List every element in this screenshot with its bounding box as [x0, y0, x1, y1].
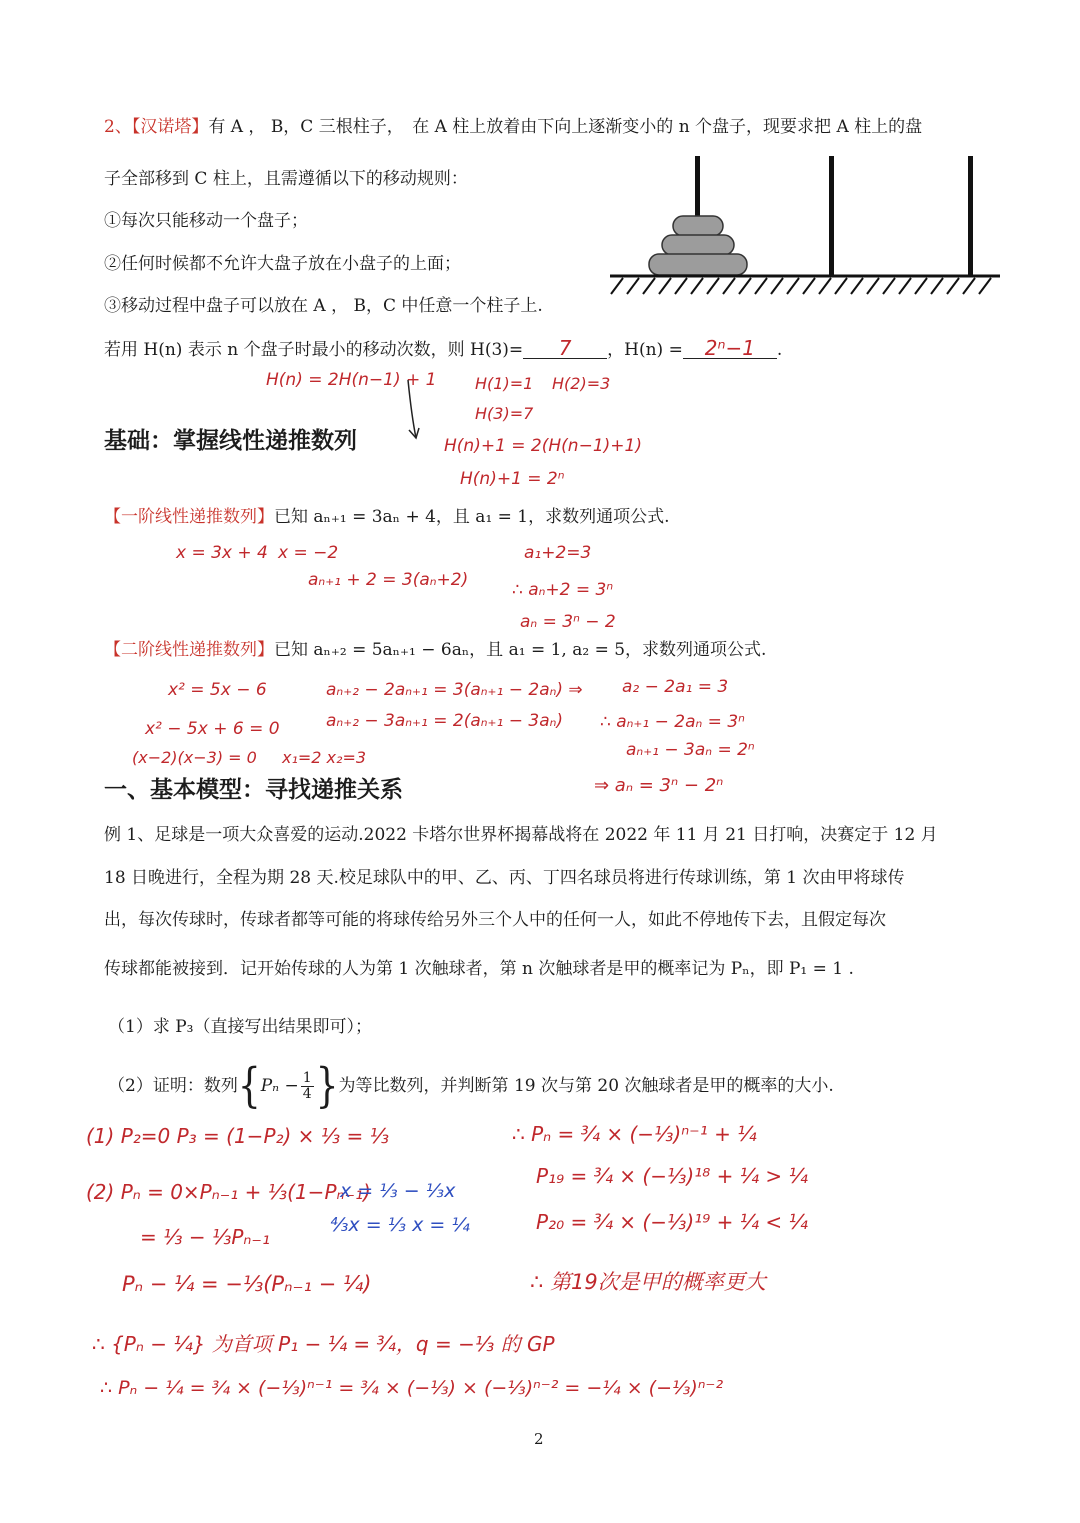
- first-order-statement: 已知 aₙ₊₁ = 3aₙ + 4，且 a₁ = 1，求数列通项公式.: [274, 507, 670, 527]
- solution-s4: Pₙ − ¼ = −⅓(Pₙ₋₁ − ¼): [122, 1272, 372, 1296]
- page-number: 2: [534, 1430, 544, 1448]
- rule-3: ③移动过程中盘子可以放在 A ， B，C 中任意一个柱子上.: [104, 296, 543, 316]
- hanoi-h2: H(2)=3: [552, 374, 611, 393]
- second-trans1: aₙ₊₂ − 2aₙ₊₁ = 3(aₙ₊₁ − 2aₙ) ⇒: [326, 680, 583, 700]
- section-basic-title: 基础：掌握线性递推数列: [104, 428, 357, 454]
- answer-h3: 7: [523, 338, 607, 359]
- first-result: aₙ = 3ⁿ − 2: [520, 612, 616, 632]
- rule-2: ②任何时候都不允许大盘子放在小盘子的上面；: [104, 254, 461, 274]
- solution-r2: P₁₉ = ¾ × (−⅓)¹⁸ + ¼ > ¼: [536, 1164, 808, 1188]
- second-roots: x₁=2 x₂=3: [282, 748, 367, 767]
- q2-post: 为等比数列，并判断第 19 次与第 20 次触球者是甲的概率的大小.: [338, 1076, 834, 1096]
- question-end: .: [776, 340, 783, 360]
- problem2-question: [104, 338, 782, 361]
- second-init: a₂ − 2a₁ = 3: [622, 677, 729, 697]
- first-order-tag: 【一阶线性递推数列】: [104, 507, 274, 527]
- q2-p: Pₙ −: [260, 1076, 299, 1096]
- q2-pre: （2）证明：数列: [108, 1076, 238, 1096]
- first-char-eq: x = 3x + 4: [176, 543, 268, 563]
- ground-hatching: [611, 278, 991, 294]
- solution-s1: (1) P₂=0 P₃ = (1−P₂) × ⅓ = ⅓: [86, 1124, 390, 1148]
- problem2-line1-text: 有 A ， B，C 三根柱子， 在 A 柱上放着由下向上逐渐变小的 n 个盘子，现要求把 A 柱上的盘: [208, 117, 923, 137]
- problem2-number: 2、: [104, 117, 132, 137]
- disk-medium: [662, 235, 734, 255]
- question-mid: ，H(n) =: [607, 340, 683, 360]
- section-model-title: 一、基本模型：寻找递推关系: [104, 777, 403, 803]
- second-order-statement: 已知 aₙ₊₂ = 5aₙ₊₁ − 6aₙ，且 a₁ = 1, a₂ = 5，求数列通项公式.: [274, 640, 767, 660]
- solution-s2: (2) Pₙ = 0×Pₙ₋₁ + ⅓(1−Pₙ₋₁): [86, 1180, 371, 1204]
- example1-q1: （1）求 P₃（直接写出结果即可）；: [108, 1017, 372, 1037]
- q2-fraction: [301, 1071, 314, 1102]
- example1-line3: 出，每次传球时，传球者都等可能的将球传给另外三个人中的任何一人，如此不停地传下去，且假定每次: [104, 910, 886, 930]
- second-trans2: aₙ₊₂ − 3aₙ₊₁ = 2(aₙ₊₁ − 3aₙ): [326, 711, 564, 731]
- problem2-line2: 子全部移到 C 柱上，且需遵循以下的移动规则：: [104, 169, 468, 189]
- example1-q2: [108, 1059, 834, 1113]
- solution-r4: ∴ 第19次是甲的概率更大: [530, 1270, 766, 1294]
- example1-line4: 传球都能被接到．记开始传球的人为第 1 次触球者，第 n 次触球者是甲的概率记为 Pₙ，即 P₁ = 1 .: [104, 959, 854, 979]
- answer-hn: 2ⁿ−1: [683, 338, 777, 359]
- solution-r3: P₂₀ = ¾ × (−⅓)¹⁹ + ¼ < ¼: [536, 1210, 808, 1234]
- solution-r1: ∴ Pₙ = ¾ × (−⅓)ⁿ⁻¹ + ¼: [512, 1122, 757, 1146]
- hanoi-shift: H(n)+1 = 2(H(n−1)+1): [444, 436, 642, 456]
- second-char-eq2: x² − 5x + 6 = 0: [145, 719, 280, 739]
- first-geo: ∴ aₙ+2 = 3ⁿ: [512, 580, 614, 600]
- hanoi-closed: H(n)+1 = 2ⁿ: [460, 469, 565, 489]
- question-pre: 若用 H(n) 表示 n 个盘子时最小的移动次数，则 H(3)=: [104, 340, 524, 360]
- disk-large: [649, 254, 747, 275]
- problem2-tag: 【汉诺塔】: [131, 117, 209, 137]
- hanoi-tower-illustration: [605, 148, 1005, 298]
- solution-s3-blue: ⁴⁄₃x = ⅓ x = ¼: [330, 1214, 470, 1236]
- first-transform: aₙ₊₁ + 2 = 3(aₙ+2): [308, 570, 469, 590]
- first-root: x = −2: [278, 543, 339, 563]
- hanoi-recurrence: H(n) = 2H(n−1) + 1: [266, 370, 437, 390]
- second-order-problem: [104, 639, 766, 661]
- rule-1: ①每次只能移动一个盘子；: [104, 211, 308, 231]
- first-a1: a₁+2=3: [524, 543, 592, 563]
- second-res1: ∴ aₙ₊₁ − 2aₙ = 3ⁿ: [600, 712, 745, 732]
- example1-line1: 例 1、足球是一项大众喜爱的运动.2022 卡塔尔世界杯揭幕战将在 2022 年 11 月 21 日打响，决赛定于 12 月: [104, 825, 938, 845]
- right-brace-icon: }: [315, 1059, 339, 1113]
- problem2-line1: [104, 116, 922, 138]
- solution-s3: = ⅓ − ⅓Pₙ₋₁: [140, 1225, 270, 1249]
- solution-s6: ∴ Pₙ − ¼ = ¾ × (−⅓)ⁿ⁻¹ = ¾ × (−⅓) × (−⅓)ⁿ⁻² = −¼ × (−⅓)ⁿ⁻²: [100, 1377, 724, 1399]
- first-order-problem: [104, 506, 670, 528]
- solution-s5: ∴ {Pₙ − ¼} 为首项 P₁ − ¼ = ¾，q = −⅓ 的 GP: [92, 1332, 555, 1356]
- disk-small: [673, 216, 723, 236]
- second-res2: aₙ₊₁ − 3aₙ = 2ⁿ: [626, 740, 755, 760]
- arrow-down-icon: [404, 378, 424, 444]
- q2-fraction-den: 4: [302, 1086, 312, 1102]
- hanoi-h1: H(1)=1: [475, 374, 534, 393]
- second-final: ⇒ aₙ = 3ⁿ − 2ⁿ: [594, 775, 724, 796]
- second-char-eq: x² = 5x − 6: [168, 680, 267, 700]
- example1-line2: 18 日晚进行，全程为期 28 天.校足球队中的甲、乙、丙、丁四名球员将进行传球训练，第 1 次由甲将球传: [104, 868, 905, 888]
- second-order-tag: 【二阶线性递推数列】: [104, 640, 274, 660]
- peg-c: [968, 156, 973, 276]
- left-brace-icon: {: [237, 1059, 261, 1113]
- solution-s2-blue: x = ⅓ − ⅓x: [340, 1180, 456, 1202]
- peg-b: [829, 156, 834, 276]
- second-factor: (x−2)(x−3) = 0: [132, 748, 257, 767]
- q2-fraction-num: 1: [302, 1070, 312, 1086]
- hanoi-h3: H(3)=7: [475, 404, 534, 423]
